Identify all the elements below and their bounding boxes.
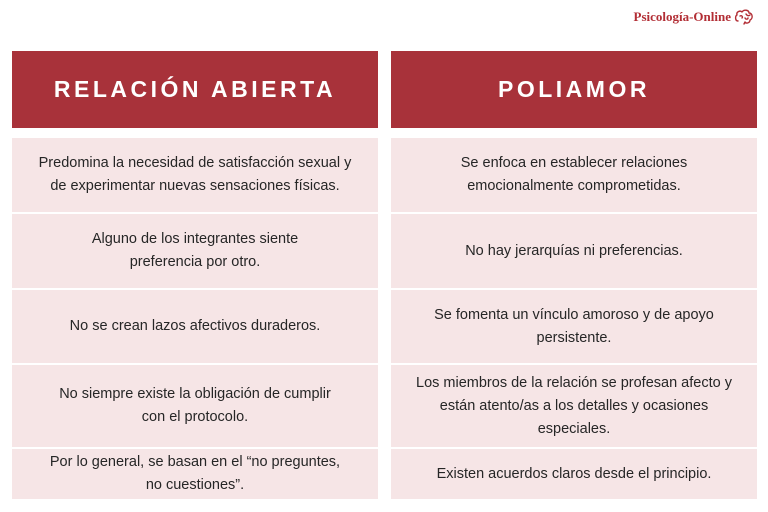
column-poliamor (391, 51, 757, 501)
table-cell: No se crean lazos afectivos duraderos. (12, 290, 378, 365)
table-cell: No siempre existe la obligación de cumplir con el protocolo. (12, 365, 378, 449)
column-header: POLIAMOR (391, 51, 757, 128)
table-cell: Existen acuerdos claros desde el principio. (391, 449, 757, 501)
table-cell: No hay jerarquías ni preferencias. (391, 214, 757, 290)
brand-logo (634, 9, 755, 25)
table-cell: Por lo general, se basan en el “no preguntes, no cuestiones”. (12, 449, 378, 501)
column-relacion-abierta (12, 51, 378, 501)
column-header: RELACIÓN ABIERTA (12, 51, 378, 128)
table-cell: Predomina la necesidad de satisfacción sexual y de experimentar nuevas sensaciones físicas. (12, 138, 378, 214)
brain-icon (734, 9, 754, 25)
table-cell: Los miembros de la relación se profesan afecto y están atento/as a los detalles y ocasiones especiales. (391, 365, 757, 449)
brand-name: Psicología-Online (633, 9, 731, 24)
table-cell: Se fomenta un vínculo amoroso y de apoyo persistente. (391, 290, 757, 365)
table-cell: Se enfoca en establecer relaciones emocionalmente comprometidas. (391, 138, 757, 214)
table-cell: Alguno de los integrantes siente preferencia por otro. (12, 214, 378, 290)
